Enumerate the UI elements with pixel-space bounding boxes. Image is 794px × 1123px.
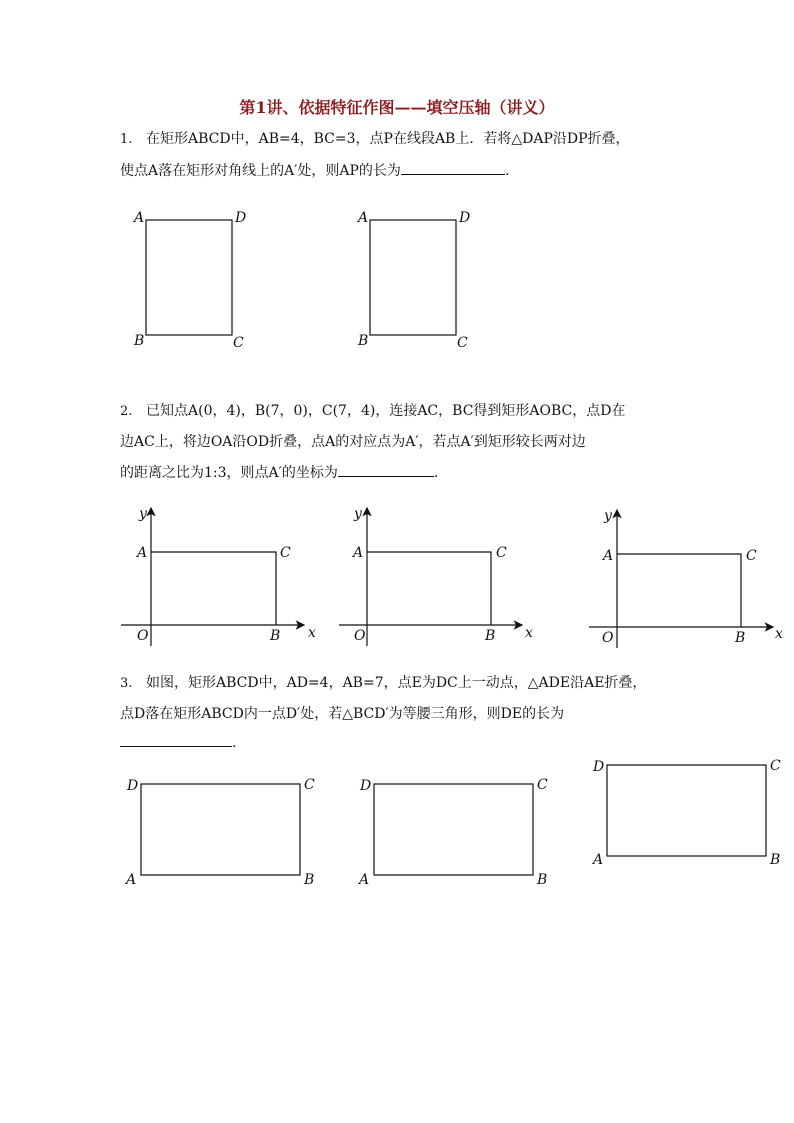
q1-end: . bbox=[504, 163, 510, 179]
q3-figure-3 bbox=[591, 758, 781, 868]
q2-fig1-rect bbox=[151, 552, 276, 625]
q2-fig3-rect bbox=[617, 554, 741, 627]
q3-fig2-label-c: C bbox=[537, 777, 548, 793]
q1-text-1: 在矩形ABCD中，AB=4，BC=3，点P在线段AB上．若将△DAP沿DP折叠， bbox=[146, 131, 630, 147]
q2-fig2-label-b: B bbox=[485, 628, 496, 644]
q2-fig2-label-a: A bbox=[353, 545, 364, 561]
q2-fig1-label-c: C bbox=[280, 545, 291, 561]
q1-figure-1 bbox=[132, 210, 246, 351]
q1-number: 1. bbox=[120, 132, 133, 147]
q2-text-2: 边AC上，将边OA沿OD折叠，点A的对应点为A′，若点A′到矩形较长两对边 bbox=[120, 434, 586, 450]
q2-fig3-label-x: x bbox=[775, 626, 783, 642]
q1-figure-2 bbox=[356, 210, 470, 351]
q2-fig2-label-y: y bbox=[354, 506, 362, 522]
q2-fig3-label-b: B bbox=[735, 630, 746, 646]
q2-fig1-label-a: A bbox=[137, 545, 148, 561]
q2-number: 2. bbox=[120, 404, 133, 419]
q2-fig2-label-c: C bbox=[496, 545, 507, 561]
q1-fig1-label-a: A bbox=[134, 210, 145, 226]
q2-figure-1 bbox=[121, 506, 316, 646]
q2-fig1-label-x: x bbox=[308, 625, 316, 641]
q2-fig3-label-c: C bbox=[746, 548, 757, 564]
q2-fig2-rect bbox=[367, 552, 491, 625]
q3-fig2-label-d: D bbox=[360, 778, 372, 794]
q2-line3 bbox=[120, 462, 438, 482]
q3-end: . bbox=[232, 735, 237, 751]
q3-figure-1 bbox=[124, 777, 315, 888]
q3-fig1-label-c: C bbox=[304, 777, 315, 793]
q1-fig1-label-d: D bbox=[235, 210, 247, 226]
q3-rect-2 bbox=[374, 784, 533, 875]
q2-answer-blank[interactable] bbox=[338, 464, 434, 477]
q2-fig3-label-a: A bbox=[603, 548, 614, 564]
q3-figure-2 bbox=[357, 777, 548, 888]
q3-text-1: 如图，矩形ABCD中，AD=4，AB=7，点E为DC上一动点，△ADE沿AE折叠， bbox=[146, 675, 647, 691]
q3-fig3-label-b: B bbox=[770, 852, 781, 868]
q3-text-2: 点D落在矩形ABCD内一点D′处，若△BCD′为等腰三角形，则DE的长为 bbox=[120, 706, 565, 722]
q3-fig3-label-c: C bbox=[770, 758, 781, 774]
q2-text-1: 已知点A(0，4)，B(7，0)，C(7，4)，连接AC，BC得到矩形AOBC，点D在 bbox=[146, 403, 626, 419]
q1-fig2-label-c: C bbox=[457, 335, 468, 351]
q3-line1 bbox=[120, 672, 646, 692]
q1-rect-1 bbox=[146, 220, 232, 335]
q2-fig1-label-o: O bbox=[137, 628, 149, 644]
q3-fig1-label-d: D bbox=[127, 778, 139, 794]
q3-number: 3. bbox=[120, 676, 133, 691]
q3-rect-3 bbox=[607, 765, 766, 856]
q3-fig2-label-a: A bbox=[359, 872, 370, 888]
q2-figure-3 bbox=[589, 508, 783, 648]
q2-fig3-label-o: O bbox=[602, 630, 614, 646]
q3-answer-blank[interactable] bbox=[120, 734, 232, 747]
q2-figure-2 bbox=[339, 506, 533, 646]
q1-fig1-label-c: C bbox=[233, 335, 244, 351]
q3-line2 bbox=[120, 703, 564, 723]
q2-fig1-label-y: y bbox=[139, 506, 147, 522]
page-title: 第1讲、依据特征作图——填空压轴（讲义） bbox=[239, 98, 555, 117]
q1-fig2-label-a: A bbox=[358, 210, 369, 226]
q2-line1 bbox=[120, 400, 625, 420]
q2-fig3-label-y: y bbox=[604, 508, 612, 524]
q2-end: . bbox=[433, 465, 439, 481]
q1-fig2-label-b: B bbox=[358, 333, 369, 349]
q2-fig1-label-b: B bbox=[270, 628, 281, 644]
q2-text-3: 的距离之比为1:3，则点A′的坐标为 bbox=[120, 465, 338, 481]
q1-rect-2 bbox=[370, 220, 456, 335]
q2-fig2-label-x: x bbox=[525, 625, 533, 641]
q3-line3 bbox=[120, 734, 236, 751]
q3-rect-1 bbox=[141, 784, 300, 875]
q1-text-2: 使点A落在矩形对角线上的A′处，则AP的长为 bbox=[120, 163, 401, 179]
q3-fig3-label-d: D bbox=[593, 759, 605, 775]
q3-fig1-label-b: B bbox=[304, 872, 315, 888]
q3-fig2-label-b: B bbox=[537, 872, 548, 888]
q2-fig2-label-o: O bbox=[354, 628, 366, 644]
q2-line2 bbox=[120, 431, 586, 451]
q3-fig3-label-a: A bbox=[593, 852, 604, 868]
q1-fig2-label-d: D bbox=[459, 210, 471, 226]
q3-fig1-label-a: A bbox=[126, 872, 137, 888]
q1-fig1-label-b: B bbox=[134, 333, 145, 349]
